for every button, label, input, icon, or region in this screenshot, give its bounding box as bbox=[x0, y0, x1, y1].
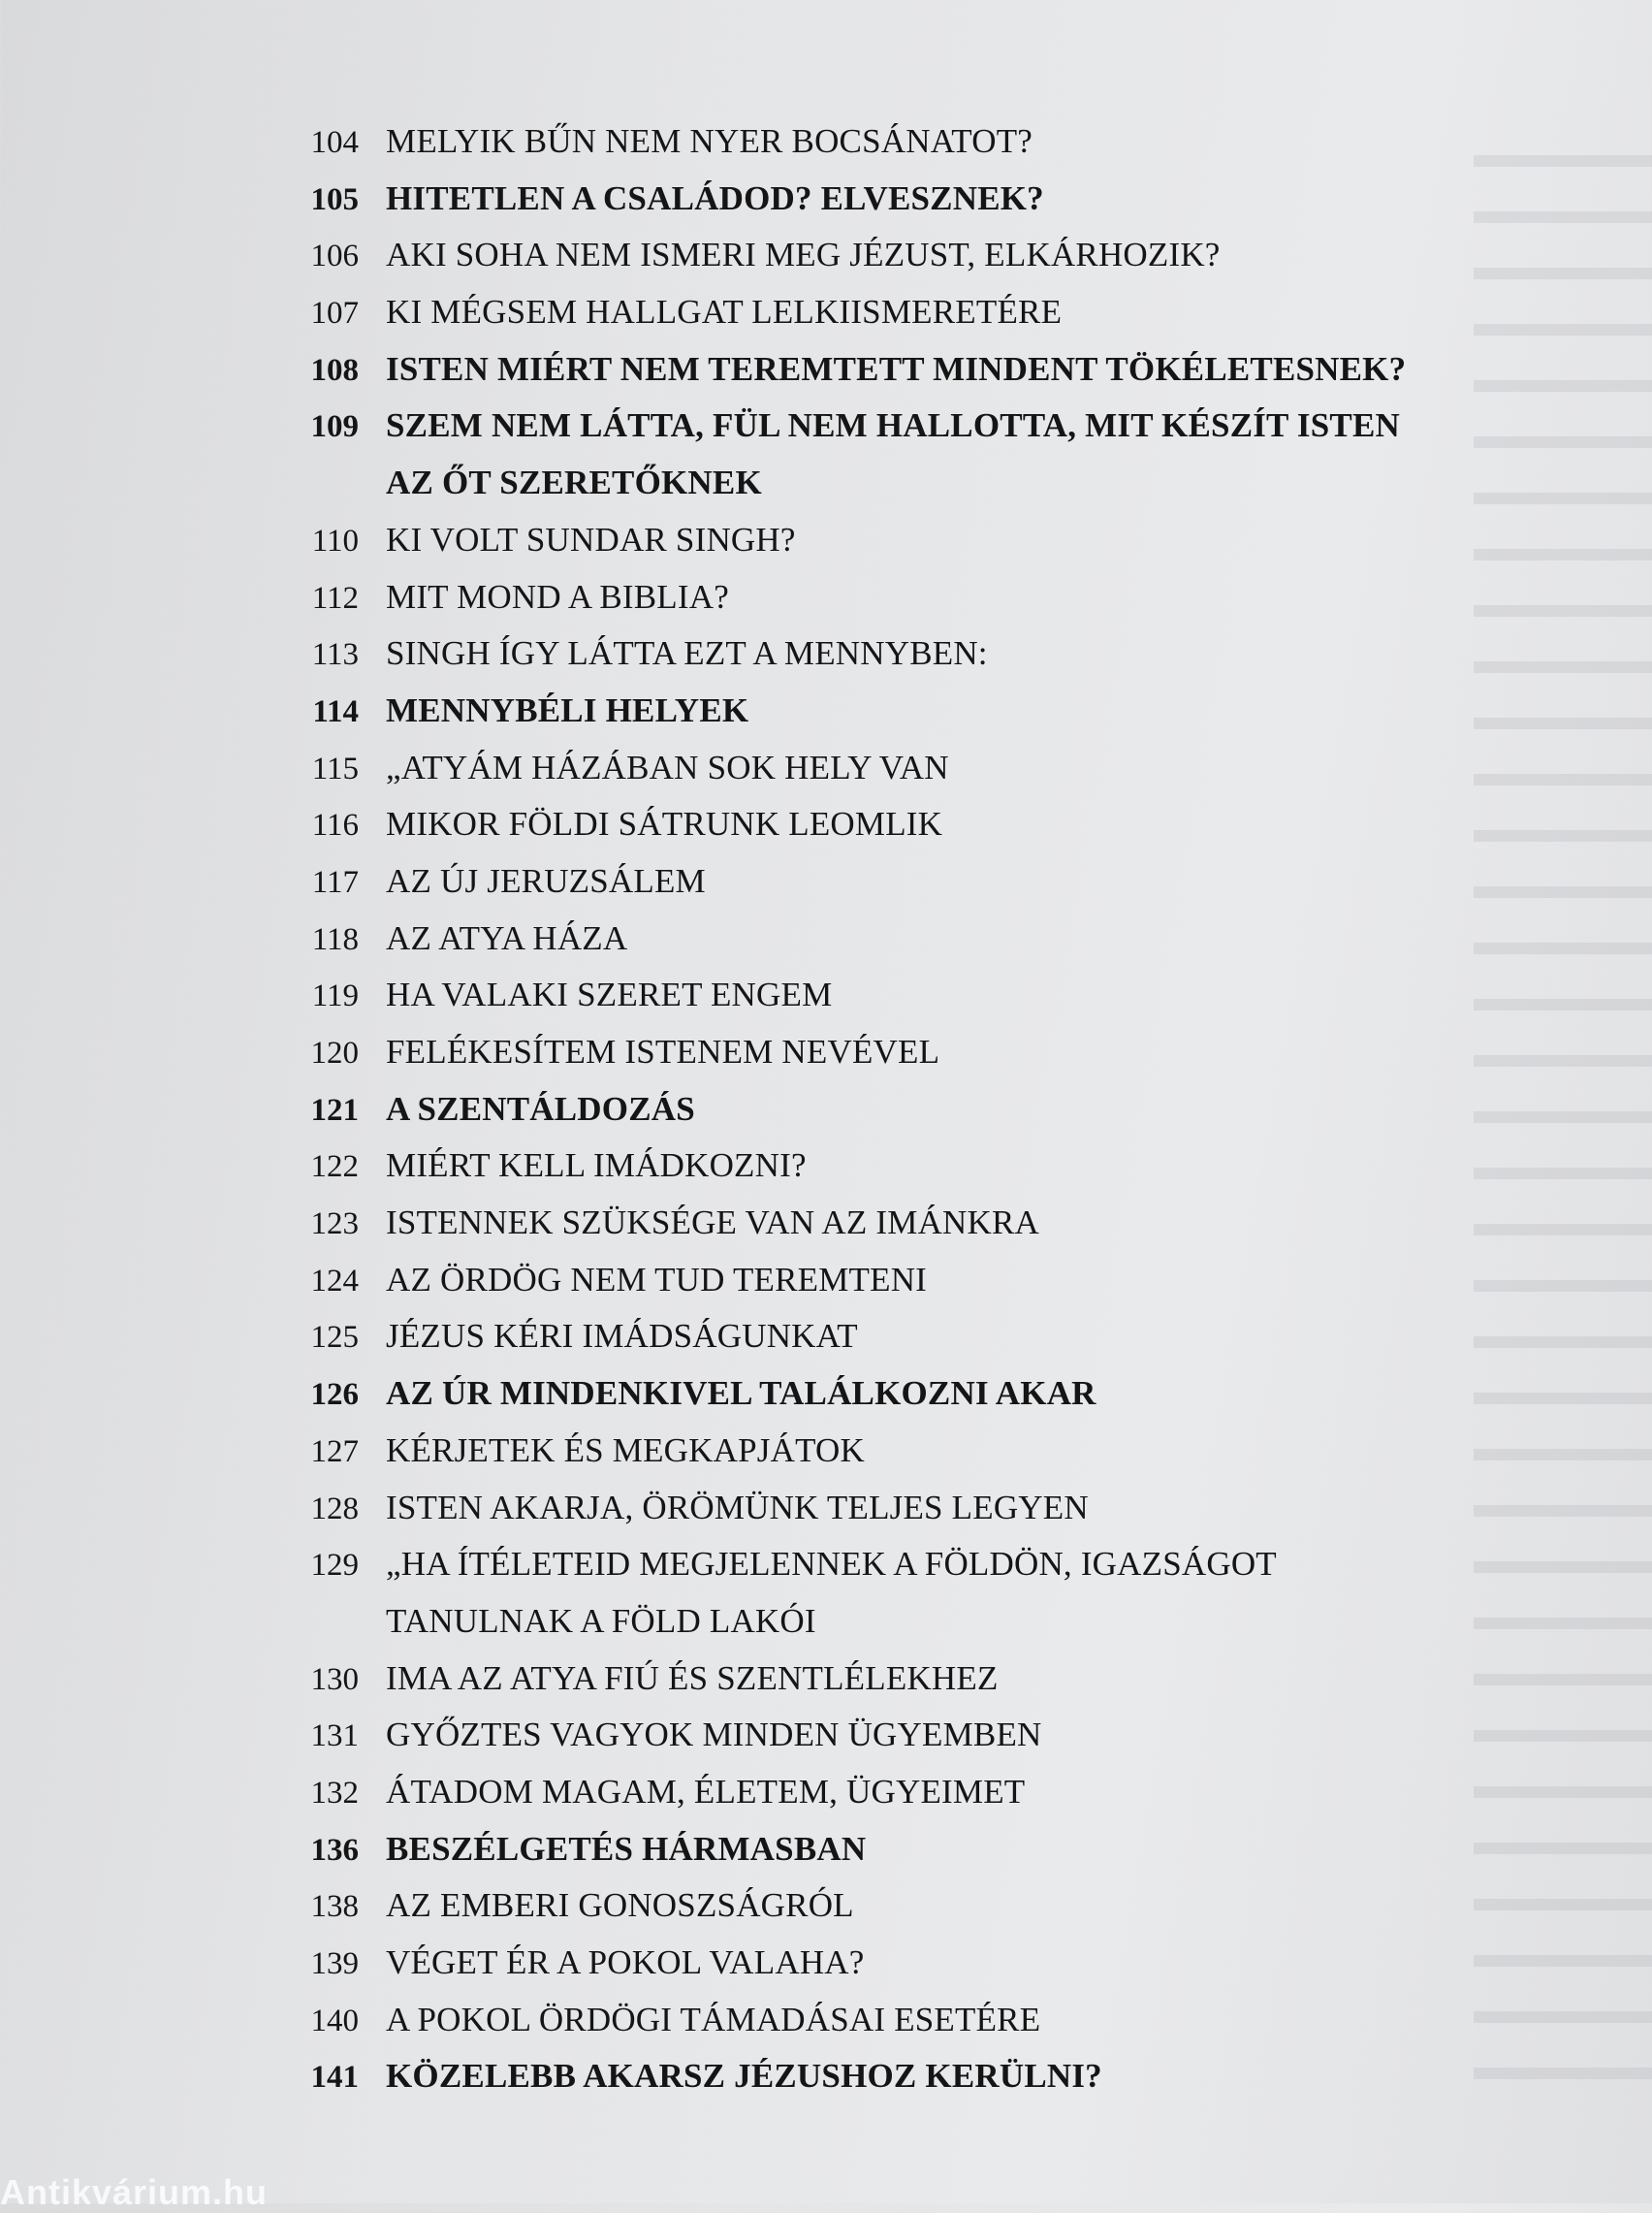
page-number: 110 bbox=[311, 523, 359, 559]
page-number: 119 bbox=[311, 978, 359, 1014]
page-number: 139 bbox=[310, 1946, 359, 1981]
toc-entry bbox=[281, 1146, 1474, 1203]
page-number: 108 bbox=[310, 352, 359, 388]
page-number: 124 bbox=[310, 1263, 359, 1299]
entry-title: ISTENNEK SZÜKSÉGE VAN AZ IMÁNKRA bbox=[386, 1203, 1040, 1242]
page-number: 106 bbox=[310, 239, 359, 274]
toc-entry bbox=[281, 691, 1474, 749]
entry-title: KI VOLT SUNDAR SINGH? bbox=[386, 520, 796, 559]
toc-entry bbox=[281, 1261, 1474, 1318]
toc-entry bbox=[281, 1203, 1474, 1261]
toc-entry bbox=[281, 1886, 1474, 1943]
entry-title: MELYIK BŰN NEM NYER BOCSÁNATOT? bbox=[386, 122, 1033, 160]
page-number: 123 bbox=[310, 1206, 359, 1242]
toc-entry bbox=[281, 1602, 1474, 1659]
toc-entry bbox=[281, 749, 1474, 806]
page-number: 131 bbox=[310, 1718, 359, 1754]
entry-title: ISTEN MIÉRT NEM TEREMTETT MINDENT TÖKÉLETESNEK? bbox=[386, 349, 1407, 388]
page-number: 109 bbox=[310, 409, 359, 445]
entry-title: FELÉKESÍTEM ISTENEM NEVÉVEL bbox=[386, 1033, 940, 1071]
page-number: 112 bbox=[311, 580, 359, 616]
entry-title: MIÉRT KELL IMÁDKOZNI? bbox=[386, 1146, 807, 1185]
entry-title: AZ ATYA HÁZA bbox=[386, 918, 628, 957]
table-of-contents bbox=[281, 122, 1474, 2114]
toc-entry bbox=[281, 1716, 1474, 1773]
entry-title: KÖZELEBB AKARSZ JÉZUSHOZ KERÜLNI? bbox=[386, 2057, 1102, 2096]
toc-entry bbox=[281, 521, 1474, 578]
page-number: 127 bbox=[310, 1433, 359, 1469]
entry-title: AKI SOHA NEM ISMERI MEG JÉZUST, ELKÁRHOZIK? bbox=[386, 236, 1221, 274]
toc-entry bbox=[281, 1659, 1474, 1716]
entry-title: ÁTADOM MAGAM, ÉLETEM, ÜGYEIMET bbox=[386, 1772, 1026, 1811]
toc-entry bbox=[281, 2001, 1474, 2058]
toc-entry bbox=[281, 1374, 1474, 1431]
entry-title: KÉRJETEK ÉS MEGKAPJÁTOK bbox=[386, 1430, 865, 1469]
entry-title: AZ ÚJ JERUZSÁLEM bbox=[386, 861, 706, 900]
bleed-through-text bbox=[1474, 116, 1652, 2095]
page-number: 105 bbox=[310, 181, 359, 217]
page-number: 118 bbox=[311, 921, 359, 957]
entry-title: MIT MOND A BIBLIA? bbox=[386, 577, 729, 616]
toc-entry bbox=[281, 862, 1474, 919]
entry-title: GYŐZTES VAGYOK MINDEN ÜGYEMBEN bbox=[386, 1716, 1042, 1754]
page-number: 115 bbox=[311, 751, 359, 786]
entry-title: „HA ÍTÉLETEID MEGJELENNEK A FÖLDÖN, IGAZSÁGOT bbox=[386, 1545, 1277, 1584]
page-number: 129 bbox=[310, 1548, 359, 1584]
entry-title: AZ EMBERI GONOSZSÁGRÓL bbox=[386, 1886, 854, 1925]
page-number: 104 bbox=[310, 125, 359, 160]
page-number: 120 bbox=[310, 1036, 359, 1071]
entry-title: TANULNAK A FÖLD LAKÓI bbox=[386, 1601, 816, 1640]
toc-entry bbox=[281, 1773, 1474, 1830]
toc-entry bbox=[281, 1431, 1474, 1489]
entry-title: JÉZUS KÉRI IMÁDSÁGUNKAT bbox=[386, 1317, 858, 1356]
toc-entry bbox=[281, 919, 1474, 977]
entry-title: A POKOL ÖRDÖGI TÁMADÁSAI ESETÉRE bbox=[386, 2000, 1041, 2038]
entry-title: „ATYÁM HÁZÁBAN SOK HELY VAN bbox=[386, 748, 949, 786]
toc-entry bbox=[281, 293, 1474, 350]
entry-title: KI MÉGSEM HALLGAT LELKIISMERETÉRE bbox=[386, 293, 1063, 332]
toc-entry bbox=[281, 406, 1474, 464]
watermark: Antikvárium.hu bbox=[0, 2172, 269, 2212]
entry-title: A SZENTÁLDOZÁS bbox=[386, 1089, 695, 1128]
page-number: 114 bbox=[312, 693, 359, 729]
toc-entry bbox=[281, 1033, 1474, 1090]
entry-title: MENNYBÉLI HELYEK bbox=[386, 690, 749, 729]
toc-entry bbox=[281, 1317, 1474, 1374]
toc-entry bbox=[281, 236, 1474, 293]
page-number: 113 bbox=[311, 637, 359, 673]
page-number: 117 bbox=[311, 864, 359, 900]
page-number: 128 bbox=[310, 1491, 359, 1526]
toc-entry bbox=[281, 1943, 1474, 2001]
toc-entry bbox=[281, 464, 1474, 521]
toc-entry bbox=[281, 2057, 1474, 2114]
page-number: 122 bbox=[310, 1149, 359, 1185]
page-number: 140 bbox=[310, 2003, 359, 2038]
entry-title: VÉGET ÉR A POKOL VALAHA? bbox=[386, 1943, 865, 1981]
page-number: 121 bbox=[310, 1092, 359, 1128]
entry-title: AZ ŐT SZERETŐKNEK bbox=[386, 464, 762, 502]
entry-title: SZEM NEM LÁTTA, FÜL NEM HALLOTTA, MIT KÉSZÍT ISTEN bbox=[386, 406, 1400, 445]
toc-entry bbox=[281, 1830, 1474, 1887]
entry-title: IMA AZ ATYA FIÚ ÉS SZENTLÉLEKHEZ bbox=[386, 1658, 999, 1697]
page-number: 126 bbox=[310, 1377, 359, 1413]
page-number: 141 bbox=[310, 2060, 359, 2096]
toc-entry bbox=[281, 976, 1474, 1033]
entry-title: SINGH ÍGY LÁTTA EZT A MENNYBEN: bbox=[386, 634, 988, 673]
toc-entry bbox=[281, 1489, 1474, 1546]
entry-title: MIKOR FÖLDI SÁTRUNK LEOMLIK bbox=[386, 805, 943, 844]
toc-entry bbox=[281, 578, 1474, 635]
page-number: 132 bbox=[310, 1775, 359, 1811]
toc-entry bbox=[281, 122, 1474, 179]
toc-entry bbox=[281, 1090, 1474, 1147]
page-number: 136 bbox=[310, 1832, 359, 1868]
entry-title: BESZÉLGETÉS HÁRMASBAN bbox=[386, 1829, 867, 1868]
page-number: 130 bbox=[310, 1661, 359, 1697]
toc-entry bbox=[281, 1545, 1474, 1602]
page-number: 125 bbox=[310, 1320, 359, 1356]
entry-title: ISTEN AKARJA, ÖRÖMÜNK TELJES LEGYEN bbox=[386, 1488, 1089, 1526]
page-number: 107 bbox=[310, 296, 359, 332]
entry-title: AZ ÚR MINDENKIVEL TALÁLKOZNI AKAR bbox=[386, 1374, 1096, 1413]
toc-entry bbox=[281, 805, 1474, 862]
page-number: 116 bbox=[311, 808, 359, 844]
entry-title: HITETLEN A CSALÁDOD? ELVESZNEK? bbox=[386, 178, 1044, 217]
toc-entry bbox=[281, 179, 1474, 237]
page-number: 138 bbox=[310, 1889, 359, 1925]
toc-entry bbox=[281, 350, 1474, 407]
entry-title: AZ ÖRDÖG NEM TUD TEREMTENI bbox=[386, 1260, 928, 1299]
toc-entry bbox=[281, 634, 1474, 691]
entry-title: HA VALAKI SZERET ENGEM bbox=[386, 976, 833, 1014]
